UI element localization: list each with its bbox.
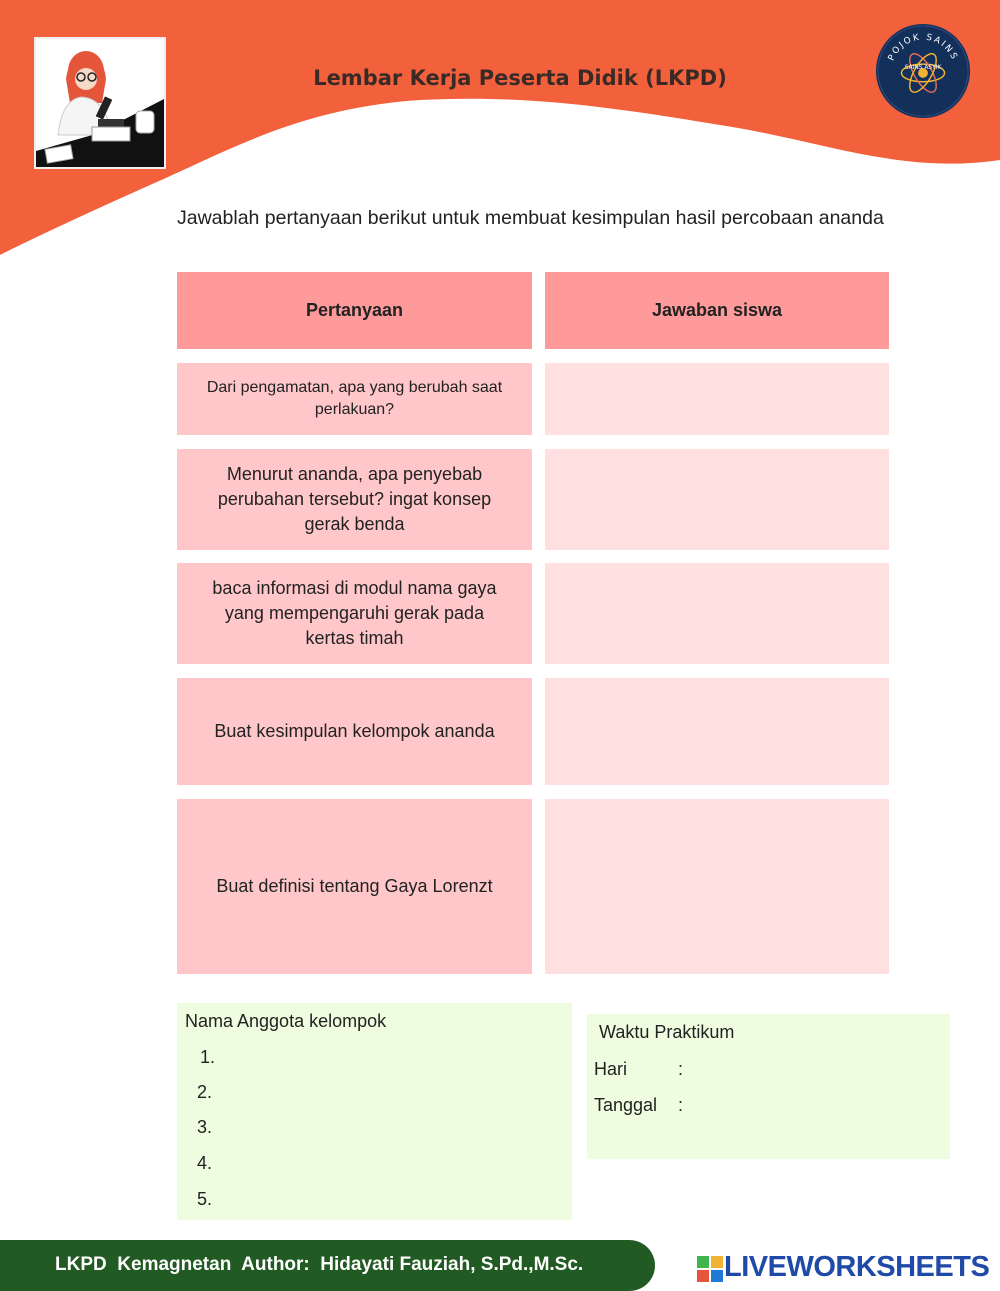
liveworksheets-brand[interactable]: LIVEWORKSHEETS	[724, 1251, 990, 1283]
footer-author-text: LKPD Kemagnetan Author: Hidayati Fauziah, S.Pd.,M.Sc.	[55, 1254, 584, 1275]
date-separator: :	[678, 1095, 684, 1115]
date-label: Tanggal	[594, 1095, 658, 1115]
answer-field[interactable]	[545, 799, 889, 974]
question-cell: Buat kesimpulan kelompok ananda	[177, 678, 532, 785]
liveworksheets-badge-icon	[697, 1256, 723, 1282]
question-cell: Buat definisi tentang Gaya Lorenzt	[177, 799, 532, 974]
date-row	[594, 1095, 684, 1116]
answer-field[interactable]	[545, 363, 889, 435]
group-members-box	[177, 1003, 572, 1220]
member-number: 1.	[200, 1047, 216, 1067]
column-header-question: Pertanyaan	[177, 272, 532, 349]
member-number: 2.	[197, 1082, 213, 1102]
group-members-title: Nama Anggota kelompok	[185, 1011, 387, 1031]
answer-field[interactable]	[545, 563, 889, 664]
page-title: Lembar Kerja Peserta Didik (LKPD)	[313, 66, 727, 90]
question-cell: Menurut ananda, apa penyebab perubahan tersebut? ingat konsep gerak benda	[177, 449, 532, 550]
instruction-text: Jawablah pertanyaan berikut untuk membuat kesimpulan hasil percobaan ananda	[177, 207, 884, 229]
day-separator: :	[678, 1059, 684, 1079]
svg-text:POJOK SAINS: POJOK SAINS	[886, 32, 960, 63]
scientist-illustration	[34, 37, 166, 169]
answer-field[interactable]	[545, 678, 889, 785]
day-label: Hari	[594, 1059, 628, 1079]
column-header-answer: Jawaban siswa	[545, 272, 889, 349]
practicum-time-box	[587, 1014, 950, 1159]
practicum-time-title: Waktu Praktikum	[599, 1022, 735, 1042]
answer-field[interactable]	[545, 449, 889, 550]
question-cell: baca informasi di modul nama gaya yang mempengaruhi gerak pada kertas timah	[177, 563, 532, 664]
day-row	[594, 1059, 684, 1080]
member-number: 5.	[197, 1189, 213, 1209]
pojok-sains-logo	[874, 22, 972, 120]
member-number: 4.	[197, 1153, 213, 1173]
svg-text:SAINS ASYIK: SAINS ASYIK	[904, 65, 942, 72]
member-number: 3.	[197, 1117, 213, 1137]
question-cell: Dari pengamatan, apa yang berubah saat perlakuan?	[177, 363, 532, 435]
